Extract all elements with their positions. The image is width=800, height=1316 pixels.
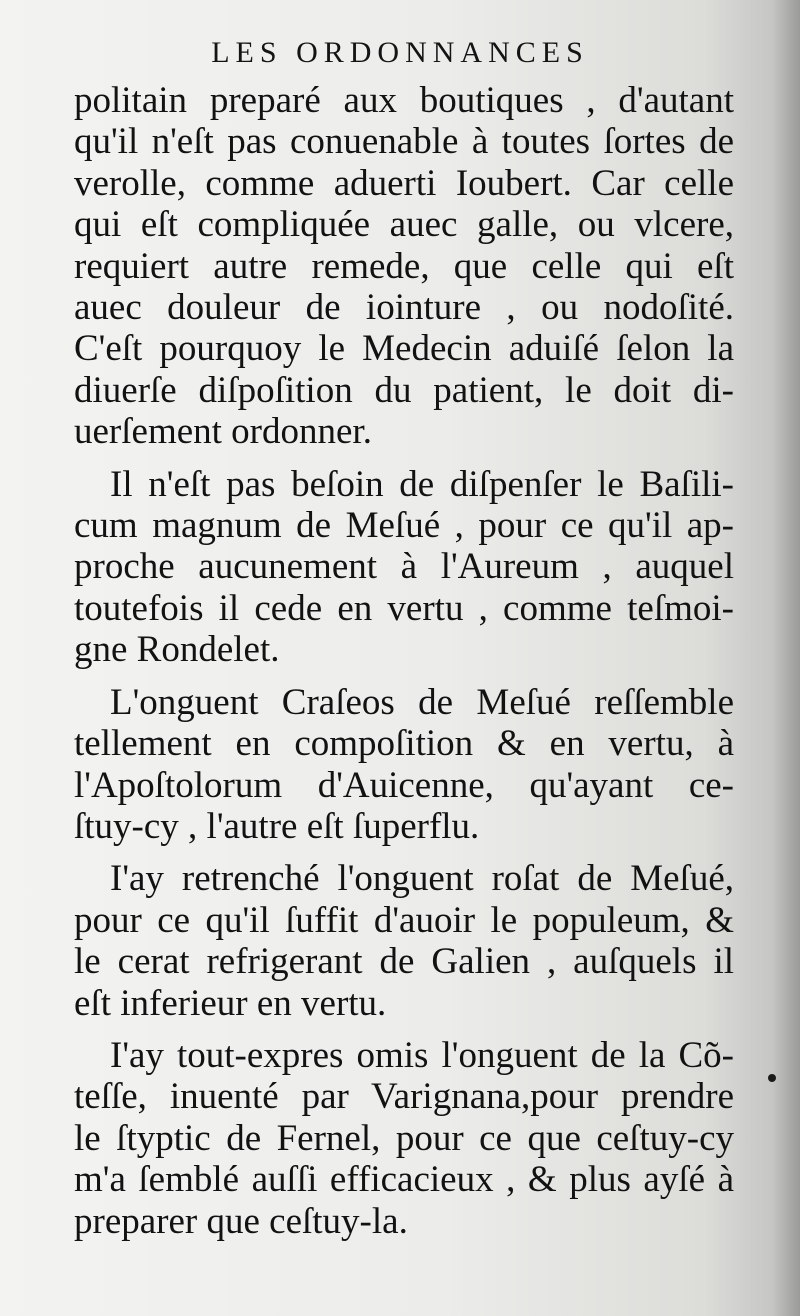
paragraph-1	[74, 80, 734, 453]
paragraph-3	[74, 682, 734, 848]
running-head: LES ORDONNANCES	[211, 36, 589, 69]
ink-dot	[768, 1074, 776, 1082]
paragraph-4	[74, 858, 734, 1024]
text-line: pour ce qu'il ſuffit d'auoir le populeum, &	[74, 899, 734, 941]
text-line: m'a ſemblé auſſi efficacieux , & plus ayſé à	[74, 1159, 734, 1201]
paragraph-5	[74, 1035, 734, 1242]
text-line: l'Apoſtolorum d'Auicenne, qu'ayant ce-	[74, 764, 734, 806]
text-line: preparer que ceſtuy-la.	[74, 1200, 408, 1242]
text-line: Il n'eſt pas beſoin de diſpenſer le Baſili-	[110, 463, 734, 505]
text-line: uerſement ordonner.	[74, 411, 372, 453]
text-line: qu'il n'eſt pas conuenable à toutes ſortes de	[74, 121, 734, 163]
text-line: tellement en compoſition & en vertu, à	[74, 723, 734, 765]
spine-shadow	[772, 0, 800, 1316]
text-line: I'ay tout-expres omis l'onguent de la Cõ-	[110, 1034, 734, 1076]
text-line: verolle, comme aduerti Ioubert. Car celle	[74, 162, 734, 204]
text-line: C'eſt pourquoy le Medecin aduiſé ſelon la	[74, 328, 734, 370]
text-line: le ſtyptic de Fernel, pour ce que ceſtuy-cy	[74, 1117, 734, 1159]
text-line: diuerſe diſpoſition du patient, le doit di-	[74, 369, 734, 411]
text-line: le cerat refrigerant de Galien , auſquels il	[74, 941, 734, 983]
text-line: ſtuy-cy , l'autre eſt ſuperflu.	[74, 805, 480, 847]
text-line: toutefois il cede en vertu , comme teſmoi-	[74, 587, 734, 629]
text-line: proche aucunement à l'Aureum , auquel	[74, 546, 734, 588]
text-line: auec douleur de iointure , ou nodoſité.	[74, 287, 734, 329]
text-line: gne Rondelet.	[74, 629, 280, 671]
text-line: I'ay retrenché l'onguent roſat de Meſué,	[110, 858, 734, 900]
text-line: qui eſt compliquée auec galle, ou vlcere,	[74, 204, 734, 246]
body-text	[74, 80, 734, 1253]
paragraph-2	[74, 464, 734, 671]
text-line: teſſe, inuenté par Varignana,pour prendre	[74, 1076, 734, 1118]
text-line: L'onguent Craſeos de Meſué reſſemble	[110, 681, 734, 723]
text-line: eſt inferieur en vertu.	[74, 982, 387, 1024]
text-line: politain preparé aux boutiques , d'autant	[74, 80, 734, 121]
text-line: requiert autre remede, que celle qui eſt	[74, 245, 734, 287]
text-line: cum magnum de Meſué , pour ce qu'il ap-	[74, 505, 734, 547]
